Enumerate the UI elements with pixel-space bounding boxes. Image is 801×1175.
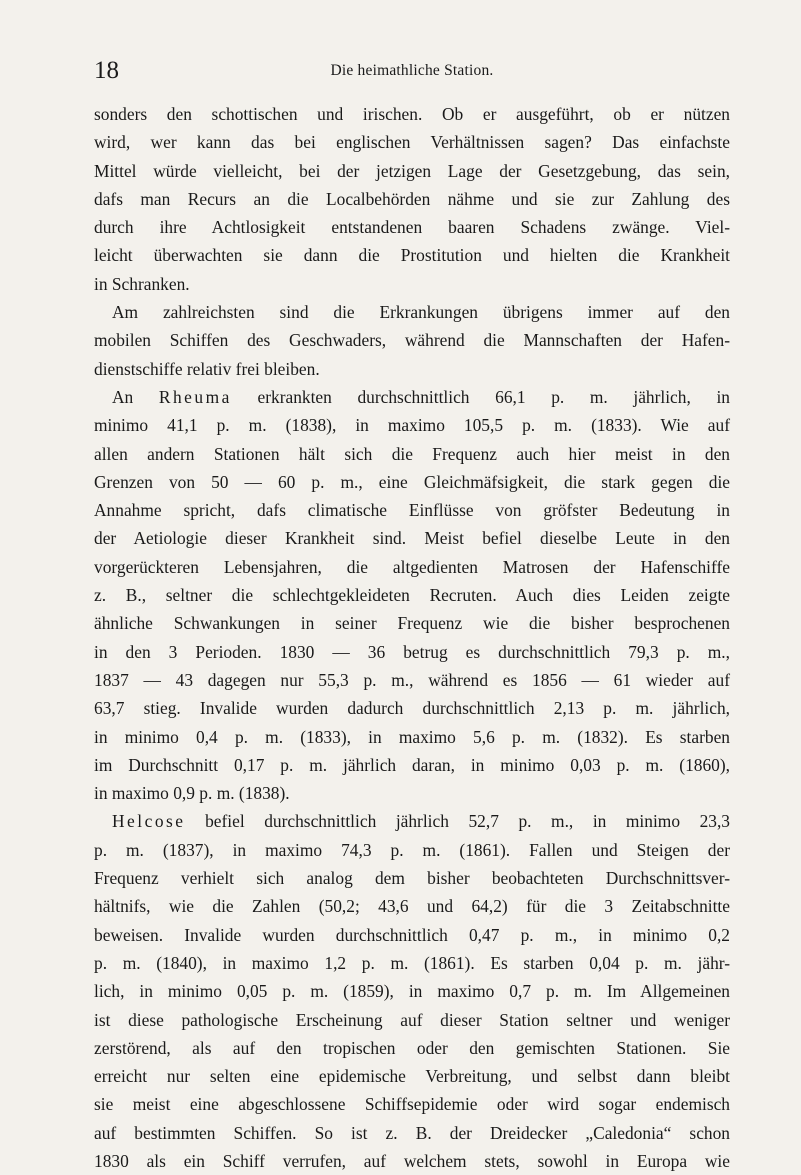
spaced-term-helcose: Helcose [112, 811, 186, 832]
text-line: durch ihre Achtlosigkeit entstandenen baaren Schadens zwänge. Viel- [94, 217, 730, 238]
text-line: dienstschiffe relativ frei bleiben. [94, 358, 320, 379]
text-line: p. m. (1840), in maximo 1,2 p. m. (1861). Es starben 0,04 p. m. jähr- [94, 952, 730, 973]
text-line: p. m. (1837), in maximo 74,3 p. m. (1861). Fallen und Steigen der [94, 839, 730, 860]
text-line: ist diese pathologische Erscheinung auf dieser Station seltner und weniger [94, 1009, 730, 1030]
text-line: 1837 — 43 dagegen nur 55,3 p. m., während es 1856 — 61 wieder auf [94, 669, 730, 690]
text-line-rest: befiel durchschnittlich jährlich 52,7 p. m., in minimo 23,3 [205, 811, 730, 832]
text-line: lich, in minimo 0,05 p. m. (1859), in maximo 0,7 p. m. Im Allgemeinen [94, 981, 730, 1002]
text-line-rest: erkrankten durchschnittlich 66,1 p. m. jährlich, in [257, 386, 730, 407]
text-line: Mittel würde vielleicht, bei der jetzigen Lage der Gesetzgebung, das sein, [94, 160, 730, 181]
text-line: z. B., seltner die schlechtgekleideten Recruten. Auch dies Leiden zeigte [94, 585, 730, 606]
text-line: in maximo 0,9 p. m. (1838). [94, 783, 290, 804]
text-line: im Durchschnitt 0,17 p. m. jährlich daran, in minimo 0,03 p. m. (1860), [94, 754, 730, 775]
text-line: leicht überwachten sie dann die Prostitution und hielten die Krankheit [94, 245, 730, 266]
running-title: Die heimathliche Station. [330, 62, 494, 79]
text-line: auf bestimmten Schiffen. So ist z. B. der Dreidecker „Caledonia“ schon [94, 1122, 730, 1143]
page-header [94, 56, 730, 90]
text-line: in minimo 0,4 p. m. (1833), in maximo 5,6 p. m. (1832). Es starben [94, 726, 730, 747]
text-line: Am zahlreichsten sind die Erkrankungen übrigens immer auf den [112, 302, 730, 323]
text-line: in Schranken. [94, 273, 190, 294]
text-line: minimo 41,1 p. m. (1838), in maximo 105,5 p. m. (1833). Wie auf [94, 415, 730, 436]
spaced-term-rheuma: Rheuma [158, 386, 232, 407]
text-line: Frequenz verhielt sich analog dem bisher beobachteten Durchschnittsver- [94, 868, 730, 889]
text-line: beweisen. Invalide wurden durchschnittlich 0,47 p. m., in minimo 0,2 [94, 924, 730, 945]
text-line-helcose [94, 807, 730, 835]
text-line: Grenzen von 50 — 60 p. m., eine Gleichmäfsigkeit, die stark gegen die [94, 471, 730, 492]
text-line: sonders den schottischen und irischen. Ob er ausgeführt, ob er nützen [94, 104, 730, 124]
body-text [94, 100, 730, 1175]
text-line: hältnifs, wie die Zahlen (50,2; 43,6 und 64,2) für die 3 Zeitabschnitte [94, 896, 730, 917]
text-line: mobilen Schiffen des Geschwaders, während die Mannschaften der Hafen- [94, 330, 730, 351]
text-line: wird, wer kann das bei englischen Verhältnissen sagen? Das einfachste [94, 132, 730, 153]
text-line: ähnliche Schwankungen in seiner Frequenz wie die bisher besprochenen [94, 613, 730, 634]
text-line: 1830 als ein Schiff verrufen, auf welchem stets, sowohl in Europa wie [94, 1150, 730, 1171]
text-line: dafs man Recurs an die Localbehörden nähme und sie zur Zahlung des [94, 188, 730, 209]
text-line: in den 3 Perioden. 1830 — 36 betrug es durchschnittlich 79,3 p. m., [94, 641, 730, 662]
text-line: allen andern Stationen hält sich die Frequenz auch hier meist in den [94, 443, 730, 464]
text-line: zerstörend, als auf den tropischen oder den gemischten Stationen. Sie [94, 1037, 730, 1058]
text-line-rheuma [94, 383, 730, 411]
text-line: Annahme spricht, dafs climatische Einflüsse von gröfster Bedeutung in [94, 500, 730, 521]
paragraph-lead: An [112, 386, 134, 407]
text-line: sie meist eine abgeschlossene Schiffsepidemie oder wird sogar endemisch [94, 1094, 730, 1115]
text-line: vorgerückteren Lebensjahren, die altgedienten Matrosen der Hafenschiffe [94, 556, 730, 577]
text-line: 63,7 stieg. Invalide wurden dadurch durchschnittlich 2,13 p. m. jährlich, [94, 698, 730, 719]
page-number: 18 [94, 57, 119, 84]
text-line: der Aetiologie dieser Krankheit sind. Meist befiel dieselbe Leute in den [94, 528, 730, 549]
text-line: erreicht nur selten eine epidemische Verbreitung, und selbst dann bleibt [94, 1066, 730, 1087]
